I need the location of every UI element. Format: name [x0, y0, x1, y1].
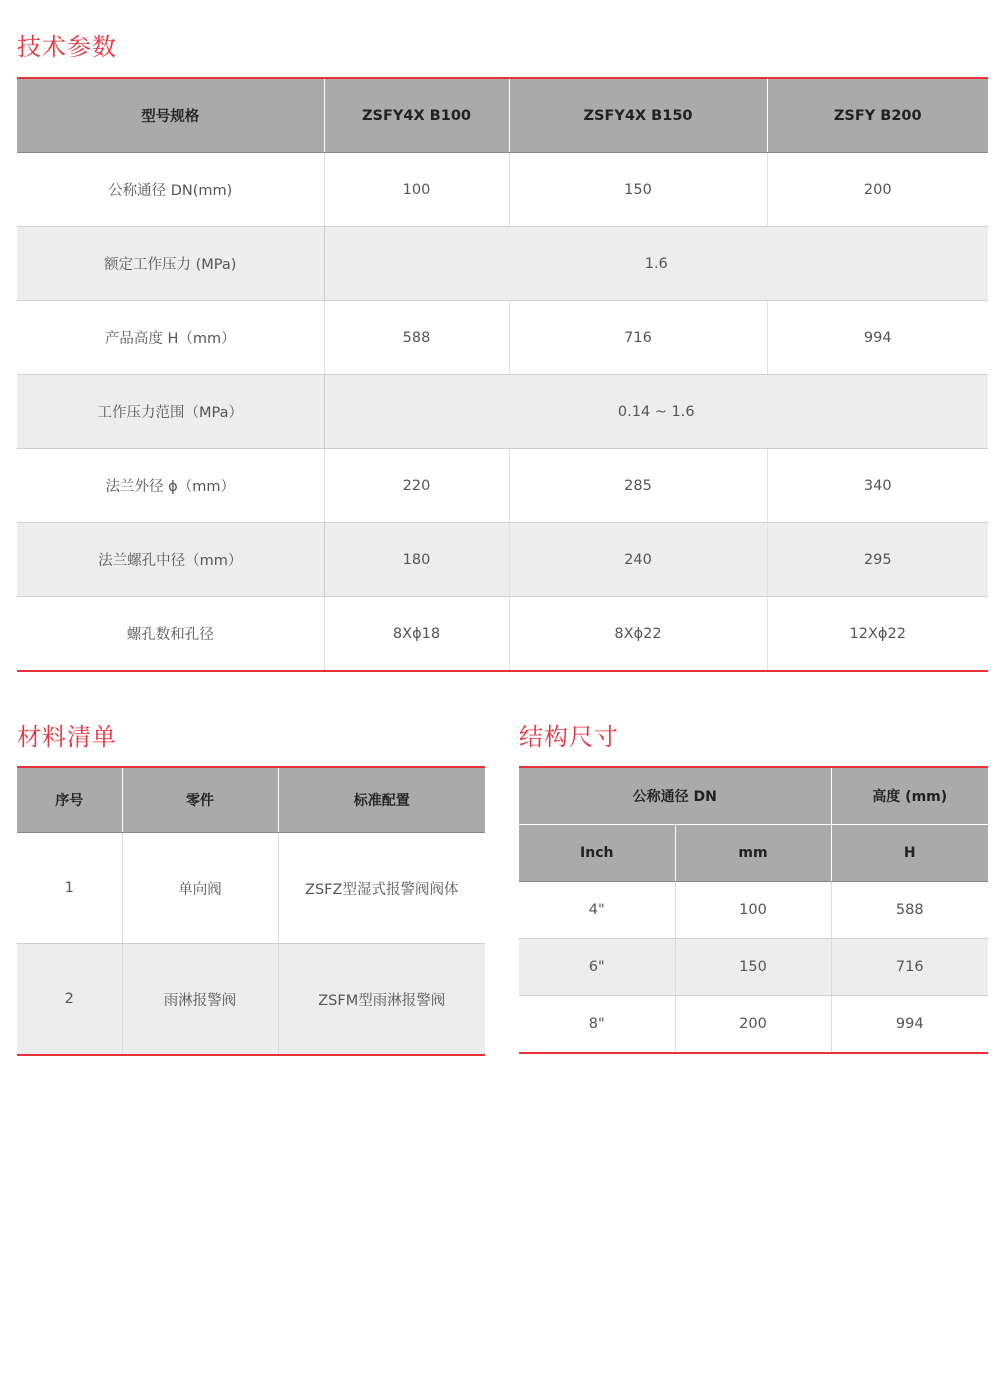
dimensions-title: 结构尺寸	[519, 723, 619, 751]
subheader-mm: mm	[675, 825, 831, 882]
header-model-spec: 型号规格	[17, 78, 324, 153]
cell: 200	[675, 996, 831, 1054]
row-label: 公称通径 DN(mm)	[17, 153, 324, 227]
table-row	[17, 833, 485, 944]
cell: 285	[509, 449, 767, 523]
cell: 100	[324, 153, 509, 227]
row-label: 工作压力范围（MPa）	[17, 375, 324, 449]
header-standard-config: 标准配置	[278, 767, 485, 833]
cell: 716	[509, 301, 767, 375]
cell: 100	[675, 882, 831, 939]
header-model-b100: ZSFY4X B100	[324, 78, 509, 153]
dimensions-subheader-row	[519, 825, 988, 882]
dimensions-header-row	[519, 767, 988, 825]
cell: 1	[17, 833, 122, 944]
row-label: 法兰外径 ϕ（mm）	[17, 449, 324, 523]
table-row	[17, 301, 988, 375]
cell: 12Xϕ22	[849, 625, 906, 642]
tech-table-header-row	[17, 78, 988, 153]
cell: 8Xϕ22	[509, 597, 767, 672]
row-label: 螺孔数和孔径	[17, 597, 324, 672]
cell: 150	[509, 153, 767, 227]
merged-cell: 1.6	[324, 227, 988, 301]
materials-title: 材料清单	[17, 723, 117, 751]
cell: 180	[324, 523, 509, 597]
materials-header-row	[17, 767, 485, 833]
table-row	[17, 449, 988, 523]
row-label: 产品高度 H（mm）	[17, 301, 324, 375]
header-part: 零件	[122, 767, 278, 833]
cell: 588	[831, 882, 988, 939]
table-row	[17, 153, 988, 227]
merged-cell: 0.14 ~ 1.6	[324, 375, 988, 449]
row-label: 法兰螺孔中径（mm）	[17, 523, 324, 597]
subheader-inch: Inch	[519, 825, 675, 882]
header-model-b150: ZSFY4X B150	[509, 78, 767, 153]
header-model-b200: ZSFY B200	[767, 78, 988, 153]
cell: ZSFM型雨淋报警阀	[278, 944, 485, 1056]
cell: 单向阀	[122, 833, 278, 944]
cell: 8Xϕ18	[324, 597, 509, 672]
table-row	[17, 523, 988, 597]
subheader-h: H	[831, 825, 988, 882]
materials-table	[17, 766, 485, 1056]
table-row	[519, 882, 988, 939]
cell: 4"	[519, 882, 675, 939]
table-row	[519, 939, 988, 996]
table-row	[17, 944, 485, 1056]
tech-params-title: 技术参数	[17, 33, 117, 61]
table-row	[17, 375, 988, 449]
cell: 200	[767, 153, 988, 227]
header-nominal-dn: 公称通径 DN	[519, 767, 831, 825]
cell: 雨淋报警阀	[122, 944, 278, 1056]
cell: 588	[324, 301, 509, 375]
header-index: 序号	[17, 767, 122, 833]
cell: 295	[767, 523, 988, 597]
dimensions-table	[519, 766, 988, 1054]
cell: 994	[895, 1016, 924, 1032]
cell: ZSFZ型湿式报警阀阀体	[278, 833, 485, 944]
cell: 994	[767, 301, 988, 375]
tech-params-table	[17, 77, 988, 672]
table-row	[519, 996, 988, 1054]
cell: 716	[831, 939, 988, 996]
cell: 220	[324, 449, 509, 523]
cell: 240	[509, 523, 767, 597]
header-height: 高度 (mm)	[831, 767, 988, 825]
cell: 2	[17, 944, 122, 1056]
cell: 340	[767, 449, 988, 523]
cell: 8"	[519, 996, 675, 1054]
table-row	[17, 227, 988, 301]
table-row	[17, 597, 988, 672]
cell: 150	[675, 939, 831, 996]
cell: 6"	[519, 939, 675, 996]
row-label: 额定工作压力 (MPa)	[17, 227, 324, 301]
